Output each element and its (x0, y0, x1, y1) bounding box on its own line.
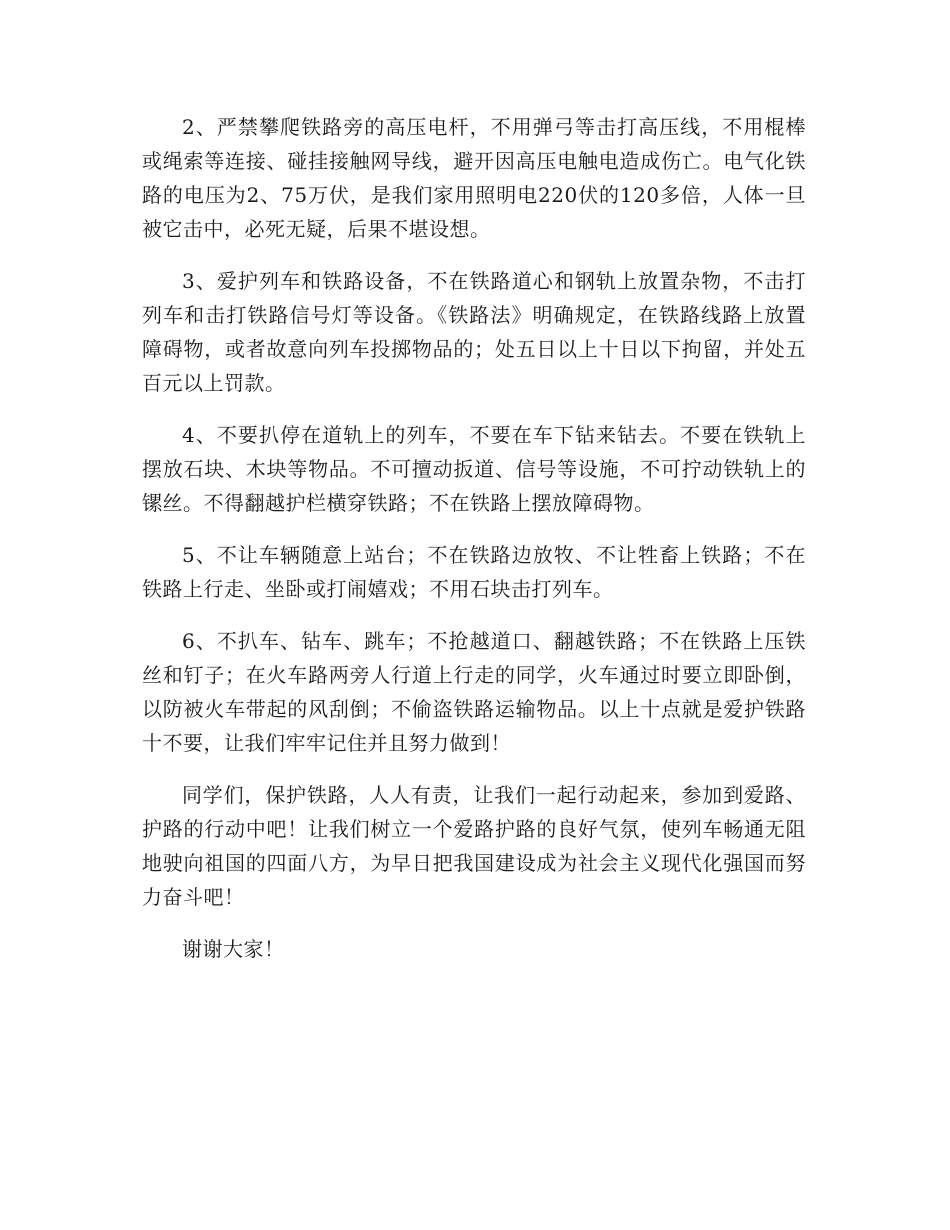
paragraph-rule-4: 4、不要扒停在道轨上的列车，不要在车下钻来钻去。不要在铁轨上摆放石块、木块等物品。不可擅动扳道、信号等设施，不可拧动铁轨上的镙丝。不得翻越护栏横穿铁路；不在铁路上摆放障碍物。 (142, 423, 806, 515)
paragraph-rule-6: 6、不扒车、钻车、跳车；不抢越道口、翻越铁路；不在铁路上压铁丝和钉子；在火车路两旁人行道上行走的同学，火车通过时要立即卧倒，以防被火车带起的风刮倒；不偷盗铁路运输物品。以上十点就是爱护铁路十不要，让我们牢牢记住并且努力做到！ (142, 629, 806, 755)
paragraph-closing-appeal: 同学们，保护铁路，人人有责，让我们一起行动起来，参加到爱路、护路的行动中吧！让我们树立一个爱路护路的良好气氛，使列车畅通无阻地驶向祖国的四面八方，为早日把我国建设成为社会主义现代化强国而努力奋斗吧！ (142, 783, 806, 909)
paragraph-thanks: 谢谢大家！ (182, 937, 285, 961)
paragraph-rule-2: 2、严禁攀爬铁路旁的高压电杆，不用弹弓等击打高压线，不用棍棒或绳索等连接、碰挂接触网导线，避开因高压电触电造成伤亡。电气化铁路的电压为2、75万伏，是我们家用照明电220伏的120多倍，人体一旦被它击中，必死无疑，后果不堪设想。 (142, 115, 806, 241)
paragraph-rule-3: 3、爱护列车和铁路设备，不在铁路道心和钢轨上放置杂物，不击打列车和击打铁路信号灯等设备。《铁路法》明确规定，在铁路线路上放置障碍物，或者故意向列车投掷物品的；处五日以上十日以下拘留，并处五百元以上罚款。 (142, 269, 806, 395)
document-body (142, 110, 806, 984)
paragraph-rule-5: 5、不让车辆随意上站台；不在铁路边放牧、不让牲畜上铁路；不在铁路上行走、坐卧或打闹嬉戏；不用石块击打列车。 (142, 543, 806, 601)
